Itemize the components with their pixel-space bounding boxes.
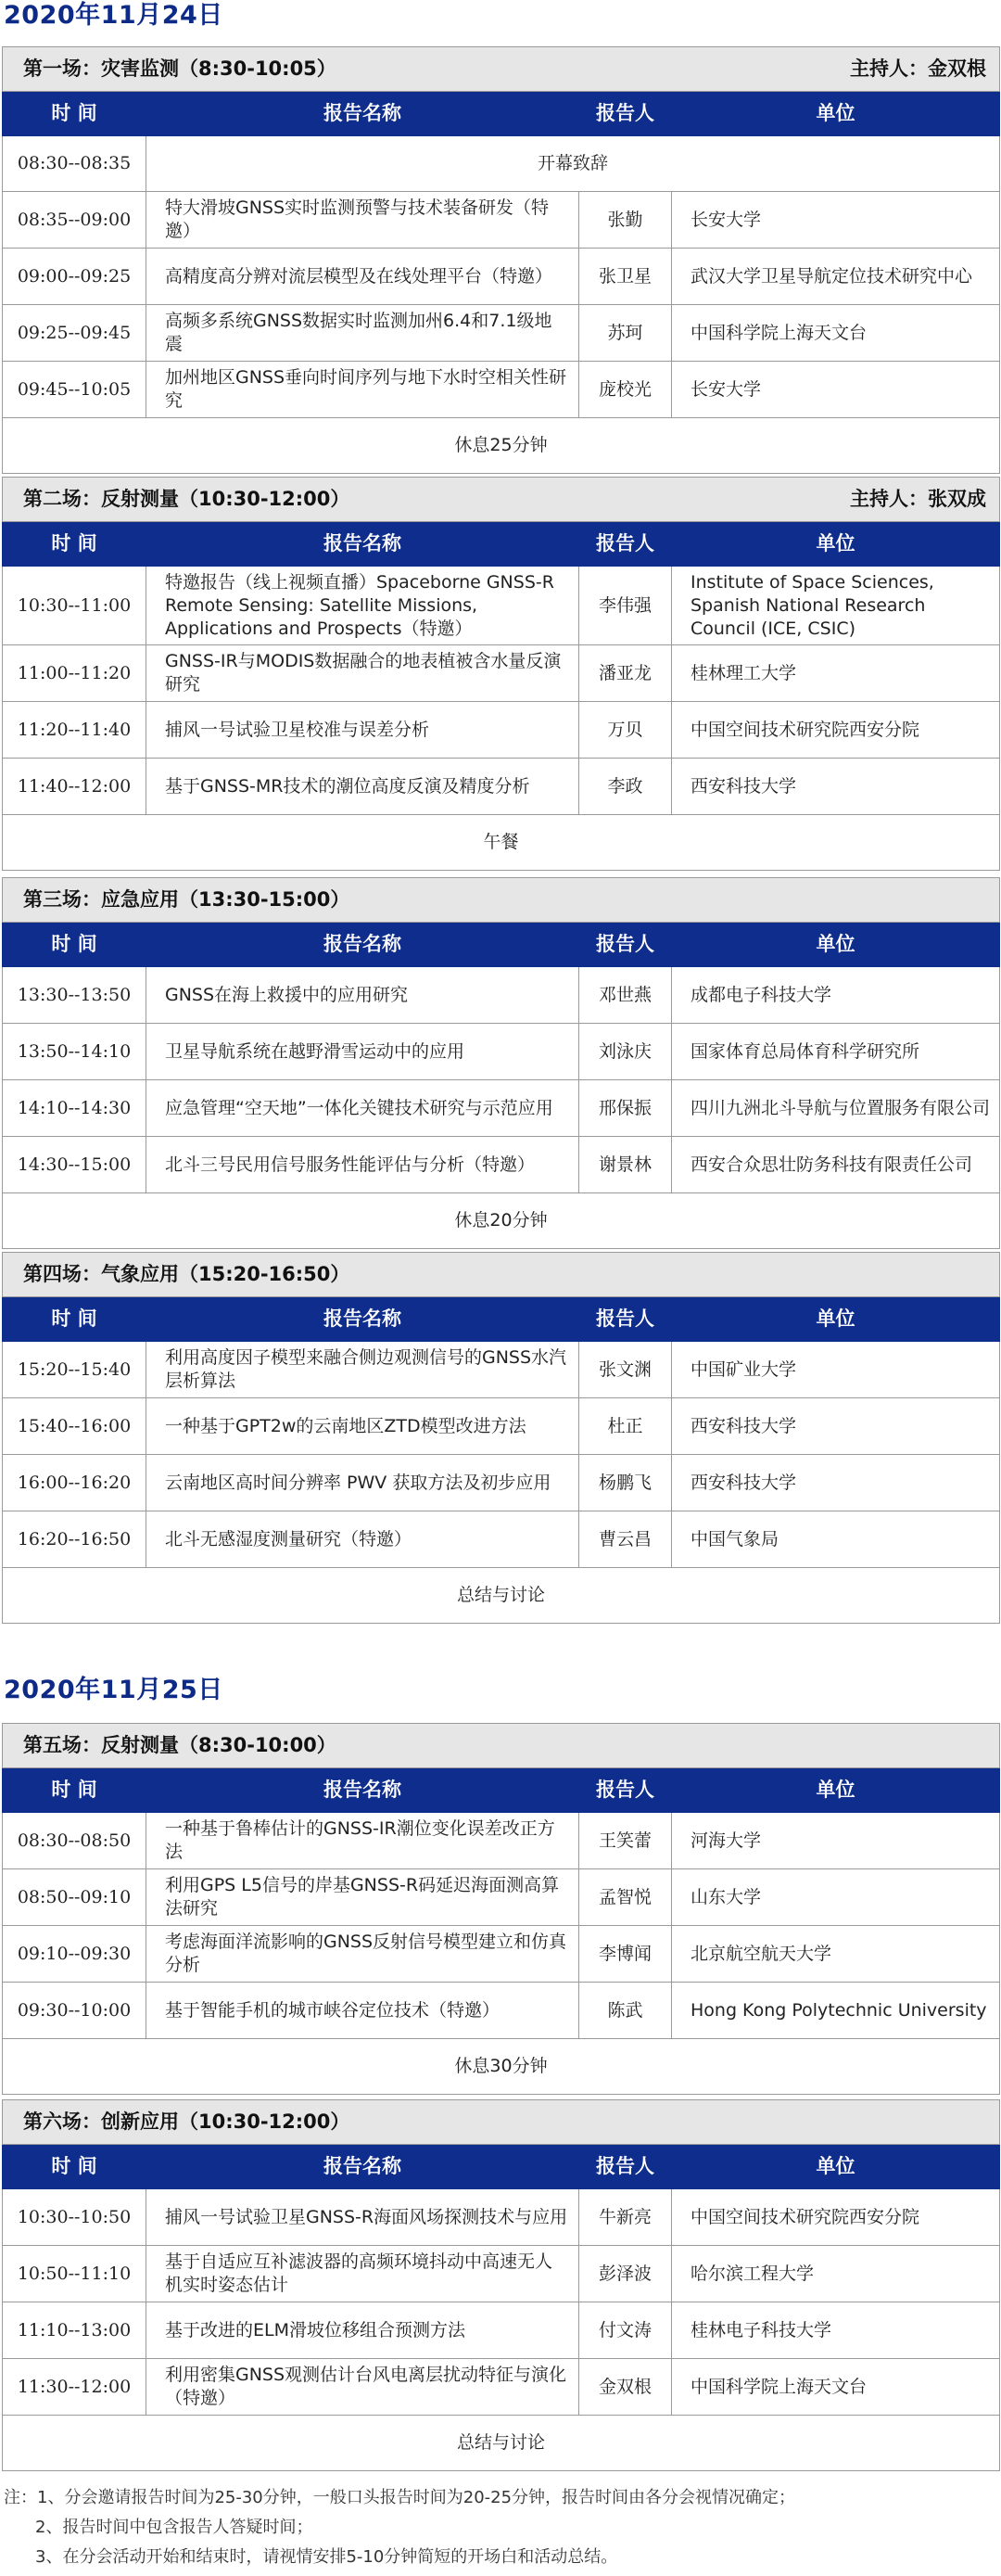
title-cell: 一种基于鲁棒估计的GNSS-IR潮位变化误差改正方法 bbox=[146, 1813, 579, 1869]
time-cell: 10:30--10:50 bbox=[3, 2189, 146, 2246]
time-cell: 13:30--13:50 bbox=[3, 967, 146, 1024]
time-cell: 15:20--15:40 bbox=[3, 1342, 146, 1398]
org-cell: 中国气象局 bbox=[672, 1511, 1000, 1568]
col-org: 单位 bbox=[672, 1297, 1000, 1342]
time-cell: 09:00--09:25 bbox=[3, 249, 146, 305]
break-row bbox=[3, 1568, 1000, 1624]
org-cell: 哈尔滨工程大学 bbox=[672, 2246, 1000, 2302]
speaker-cell: 李博闻 bbox=[579, 1926, 672, 1983]
table-row bbox=[3, 567, 1000, 645]
title-cell: 应急管理“空天地”一体化关键技术研究与示范应用 bbox=[146, 1080, 579, 1137]
footnote-2: 2、报告时间中包含报告人答疑时间； bbox=[35, 2518, 313, 2537]
time-cell: 13:50--14:10 bbox=[3, 1024, 146, 1080]
break-row bbox=[3, 2416, 1000, 2471]
org-cell: 北京航空航天大学 bbox=[672, 1926, 1000, 1983]
title-cell: 云南地区高时间分辨率 PWV 获取方法及初步应用 bbox=[146, 1455, 579, 1511]
footnote-1: 注：1、分会邀请报告时间为25-30分钟，一般口头报告时间为20-25分钟，报告时间由各分会视情况确定； bbox=[4, 2488, 796, 2507]
session-table bbox=[2, 1723, 1000, 2095]
title-cell: 基于GNSS-MR技术的潮位高度反演及精度分析 bbox=[146, 759, 579, 815]
title-cell: 捕风一号试验卫星校准与误差分析 bbox=[146, 702, 579, 759]
break-cell: 休息20分钟 bbox=[3, 1193, 1000, 1249]
speaker-cell: 张文渊 bbox=[579, 1342, 672, 1398]
speaker-cell: 彭泽波 bbox=[579, 2246, 672, 2302]
table-row bbox=[3, 759, 1000, 815]
title-cell: 利用GPS L5信号的岸基GNSS-R码延迟海面测高算法研究 bbox=[146, 1869, 579, 1926]
col-time: 时 间 bbox=[3, 1297, 146, 1342]
session-table bbox=[2, 1252, 1000, 1624]
title-cell: 加州地区GNSS垂向时间序列与地下水时空相关性研究 bbox=[146, 362, 579, 418]
column-header-row bbox=[3, 923, 1000, 967]
speaker-cell: 李政 bbox=[579, 759, 672, 815]
footnotes bbox=[4, 2483, 795, 2572]
col-org: 单位 bbox=[672, 92, 1000, 136]
org-cell: 西安科技大学 bbox=[672, 1398, 1000, 1455]
table-row bbox=[3, 1080, 1000, 1137]
session-name: 第四场：气象应用（15:20-16:50） bbox=[23, 1263, 350, 1285]
table-row bbox=[3, 362, 1000, 418]
time-cell: 08:30--08:35 bbox=[3, 136, 146, 192]
col-time: 时 间 bbox=[3, 1768, 146, 1813]
col-speaker: 报告人 bbox=[579, 923, 672, 967]
footnote-3: 3、在分会活动开始和结束时，请视情安排5-10分钟简短的开场白和活动总结。 bbox=[35, 2547, 618, 2567]
org-cell: 长安大学 bbox=[672, 362, 1000, 418]
break-cell: 总结与讨论 bbox=[3, 2416, 1000, 2471]
time-cell: 14:10--14:30 bbox=[3, 1080, 146, 1137]
title-cell: 高频多系统GNSS数据实时监测加州6.4和7.1级地震 bbox=[146, 305, 579, 362]
table-row bbox=[3, 305, 1000, 362]
opening-row bbox=[3, 136, 1000, 192]
session-host: 主持人：金双根 bbox=[850, 57, 987, 80]
title-cell: 北斗无感湿度测量研究（特邀） bbox=[146, 1511, 579, 1568]
org-cell: 国家体育总局体育科学研究所 bbox=[672, 1024, 1000, 1080]
title-cell: 基于改进的ELM滑坡位移组合预测方法 bbox=[146, 2302, 579, 2359]
title-cell: 基于自适应互补滤波器的高频环境抖动中高速无人机实时姿态估计 bbox=[146, 2246, 579, 2302]
table-row bbox=[3, 1342, 1000, 1398]
col-speaker: 报告人 bbox=[579, 2145, 672, 2189]
speaker-cell: 邓世燕 bbox=[579, 967, 672, 1024]
speaker-cell: 庞校光 bbox=[579, 362, 672, 418]
speaker-cell: 张卫星 bbox=[579, 249, 672, 305]
col-title: 报告名称 bbox=[146, 522, 579, 567]
day-title: 2020年11月25日 bbox=[4, 1676, 223, 1704]
column-header-row bbox=[3, 1297, 1000, 1342]
org-cell: Institute of Space Sciences, Spanish National Research Council (ICE, CSIC) bbox=[672, 567, 1000, 645]
table-row bbox=[3, 1869, 1000, 1926]
col-time: 时 间 bbox=[3, 522, 146, 567]
org-cell: 四川九洲北斗导航与位置服务有限公司 bbox=[672, 1080, 1000, 1137]
time-cell: 08:30--08:50 bbox=[3, 1813, 146, 1869]
speaker-cell: 付文涛 bbox=[579, 2302, 672, 2359]
table-row bbox=[3, 2302, 1000, 2359]
col-title: 报告名称 bbox=[146, 92, 579, 136]
col-speaker: 报告人 bbox=[579, 92, 672, 136]
speaker-cell: 刘泳庆 bbox=[579, 1024, 672, 1080]
table-row bbox=[3, 2246, 1000, 2302]
speaker-cell: 曹云昌 bbox=[579, 1511, 672, 1568]
session-header bbox=[3, 2100, 1000, 2145]
time-cell: 11:00--11:20 bbox=[3, 645, 146, 702]
time-cell: 15:40--16:00 bbox=[3, 1398, 146, 1455]
table-row bbox=[3, 1024, 1000, 1080]
speaker-cell: 陈武 bbox=[579, 1983, 672, 2039]
time-cell: 09:45--10:05 bbox=[3, 362, 146, 418]
table-row bbox=[3, 645, 1000, 702]
org-cell: 中国矿业大学 bbox=[672, 1342, 1000, 1398]
break-row bbox=[3, 815, 1000, 871]
col-title: 报告名称 bbox=[146, 923, 579, 967]
col-title: 报告名称 bbox=[146, 2145, 579, 2189]
org-cell: 西安合众思壮防务科技有限责任公司 bbox=[672, 1137, 1000, 1193]
column-header-row bbox=[3, 1768, 1000, 1813]
session-table bbox=[2, 877, 1000, 1249]
table-row bbox=[3, 1511, 1000, 1568]
org-cell: 山东大学 bbox=[672, 1869, 1000, 1926]
col-time: 时 间 bbox=[3, 923, 146, 967]
table-row bbox=[3, 2189, 1000, 2246]
opening-cell: 开幕致辞 bbox=[146, 136, 1000, 192]
org-cell: 中国空间技术研究院西安分院 bbox=[672, 2189, 1000, 2246]
session-name: 第二场：反射测量（10:30-12:00） bbox=[23, 488, 350, 510]
table-row bbox=[3, 1926, 1000, 1983]
speaker-cell: 邢保振 bbox=[579, 1080, 672, 1137]
time-cell: 08:50--09:10 bbox=[3, 1869, 146, 1926]
time-cell: 11:30--12:00 bbox=[3, 2359, 146, 2416]
title-cell: 利用高度因子模型来融合侧边观测信号的GNSS水汽层析算法 bbox=[146, 1342, 579, 1398]
org-cell: 成都电子科技大学 bbox=[672, 967, 1000, 1024]
speaker-cell: 牛新亮 bbox=[579, 2189, 672, 2246]
org-cell: 长安大学 bbox=[672, 192, 1000, 249]
title-cell: 高精度高分辨对流层模型及在线处理平台（特邀） bbox=[146, 249, 579, 305]
time-cell: 11:10--13:00 bbox=[3, 2302, 146, 2359]
title-cell: GNSS在海上救援中的应用研究 bbox=[146, 967, 579, 1024]
speaker-cell: 杜正 bbox=[579, 1398, 672, 1455]
session-header bbox=[3, 47, 1000, 92]
break-row bbox=[3, 418, 1000, 474]
org-cell: 中国科学院上海天文台 bbox=[672, 2359, 1000, 2416]
time-cell: 16:20--16:50 bbox=[3, 1511, 146, 1568]
table-row bbox=[3, 702, 1000, 759]
speaker-cell: 万贝 bbox=[579, 702, 672, 759]
org-cell: 武汉大学卫星导航定位技术研究中心 bbox=[672, 249, 1000, 305]
speaker-cell: 潘亚龙 bbox=[579, 645, 672, 702]
time-cell: 11:40--12:00 bbox=[3, 759, 146, 815]
col-title: 报告名称 bbox=[146, 1768, 579, 1813]
table-row bbox=[3, 1813, 1000, 1869]
title-cell: 特大滑坡GNSS实时监测预警与技术装备研发（特邀） bbox=[146, 192, 579, 249]
org-cell: 中国科学院上海天文台 bbox=[672, 305, 1000, 362]
col-org: 单位 bbox=[672, 2145, 1000, 2189]
org-cell: 中国空间技术研究院西安分院 bbox=[672, 702, 1000, 759]
col-speaker: 报告人 bbox=[579, 522, 672, 567]
session-name: 第六场：创新应用（10:30-12:00） bbox=[23, 2111, 350, 2133]
column-header-row bbox=[3, 2145, 1000, 2189]
title-cell: 利用密集GNSS观测估计台风电离层扰动特征与演化（特邀） bbox=[146, 2359, 579, 2416]
table-row bbox=[3, 1137, 1000, 1193]
break-row bbox=[3, 1193, 1000, 1249]
org-cell: Hong Kong Polytechnic University bbox=[672, 1983, 1000, 2039]
time-cell: 10:30--11:00 bbox=[3, 567, 146, 645]
session-header bbox=[3, 1724, 1000, 1768]
session-host: 主持人：张双成 bbox=[850, 488, 987, 510]
speaker-cell: 孟智悦 bbox=[579, 1869, 672, 1926]
break-cell: 总结与讨论 bbox=[3, 1568, 1000, 1624]
session-header bbox=[3, 1253, 1000, 1297]
title-cell: 考虑海面洋流影响的GNSS反射信号模型建立和仿真分析 bbox=[146, 1926, 579, 1983]
speaker-cell: 杨鹏飞 bbox=[579, 1455, 672, 1511]
table-row bbox=[3, 1983, 1000, 2039]
table-row bbox=[3, 1398, 1000, 1455]
break-cell: 休息30分钟 bbox=[3, 2039, 1000, 2095]
col-org: 单位 bbox=[672, 1768, 1000, 1813]
table-row bbox=[3, 249, 1000, 305]
session-name: 第五场：反射测量（8:30-10:00） bbox=[23, 1734, 336, 1756]
title-cell: 特邀报告（线上视频直播）Spaceborne GNSS-R Remote Sensing: Satellite Missions, Applications and Prospects（特邀） bbox=[146, 567, 579, 645]
org-cell: 桂林电子科技大学 bbox=[672, 2302, 1000, 2359]
title-cell: 捕风一号试验卫星GNSS-R海面风场探测技术与应用 bbox=[146, 2189, 579, 2246]
col-org: 单位 bbox=[672, 522, 1000, 567]
col-time: 时 间 bbox=[3, 92, 146, 136]
session-header bbox=[3, 478, 1000, 522]
table-row bbox=[3, 192, 1000, 249]
day-title: 2020年11月24日 bbox=[4, 1, 223, 30]
table-row bbox=[3, 2359, 1000, 2416]
speaker-cell: 谢景林 bbox=[579, 1137, 672, 1193]
time-cell: 09:10--09:30 bbox=[3, 1926, 146, 1983]
session-header bbox=[3, 878, 1000, 923]
title-cell: 北斗三号民用信号服务性能评估与分析（特邀） bbox=[146, 1137, 579, 1193]
org-cell: 西安科技大学 bbox=[672, 759, 1000, 815]
table-row bbox=[3, 967, 1000, 1024]
speaker-cell: 张勤 bbox=[579, 192, 672, 249]
session-table bbox=[2, 2099, 1000, 2471]
column-header-row bbox=[3, 92, 1000, 136]
col-time: 时 间 bbox=[3, 2145, 146, 2189]
time-cell: 09:25--09:45 bbox=[3, 305, 146, 362]
col-speaker: 报告人 bbox=[579, 1297, 672, 1342]
title-cell: 卫星导航系统在越野滑雪运动中的应用 bbox=[146, 1024, 579, 1080]
time-cell: 09:30--10:00 bbox=[3, 1983, 146, 2039]
break-row bbox=[3, 2039, 1000, 2095]
org-cell: 西安科技大学 bbox=[672, 1455, 1000, 1511]
time-cell: 14:30--15:00 bbox=[3, 1137, 146, 1193]
session-name: 第一场：灾害监测（8:30-10:05） bbox=[23, 57, 336, 80]
speaker-cell: 金双根 bbox=[579, 2359, 672, 2416]
time-cell: 08:35--09:00 bbox=[3, 192, 146, 249]
time-cell: 16:00--16:20 bbox=[3, 1455, 146, 1511]
speaker-cell: 王笑蕾 bbox=[579, 1813, 672, 1869]
title-cell: 一种基于GPT2w的云南地区ZTD模型改进方法 bbox=[146, 1398, 579, 1455]
title-cell: GNSS-IR与MODIS数据融合的地表植被含水量反演研究 bbox=[146, 645, 579, 702]
break-cell: 休息25分钟 bbox=[3, 418, 1000, 474]
col-speaker: 报告人 bbox=[579, 1768, 672, 1813]
break-cell: 午餐 bbox=[3, 815, 1000, 871]
org-cell: 桂林理工大学 bbox=[672, 645, 1000, 702]
time-cell: 10:50--11:10 bbox=[3, 2246, 146, 2302]
column-header-row bbox=[3, 522, 1000, 567]
org-cell: 河海大学 bbox=[672, 1813, 1000, 1869]
session-table bbox=[2, 477, 1000, 871]
speaker-cell: 苏珂 bbox=[579, 305, 672, 362]
table-row bbox=[3, 1455, 1000, 1511]
speaker-cell: 李伟强 bbox=[579, 567, 672, 645]
col-org: 单位 bbox=[672, 923, 1000, 967]
time-cell: 11:20--11:40 bbox=[3, 702, 146, 759]
session-name: 第三场：应急应用（13:30-15:00） bbox=[23, 888, 350, 911]
session-table bbox=[2, 46, 1000, 474]
col-title: 报告名称 bbox=[146, 1297, 579, 1342]
title-cell: 基于智能手机的城市峡谷定位技术（特邀） bbox=[146, 1983, 579, 2039]
